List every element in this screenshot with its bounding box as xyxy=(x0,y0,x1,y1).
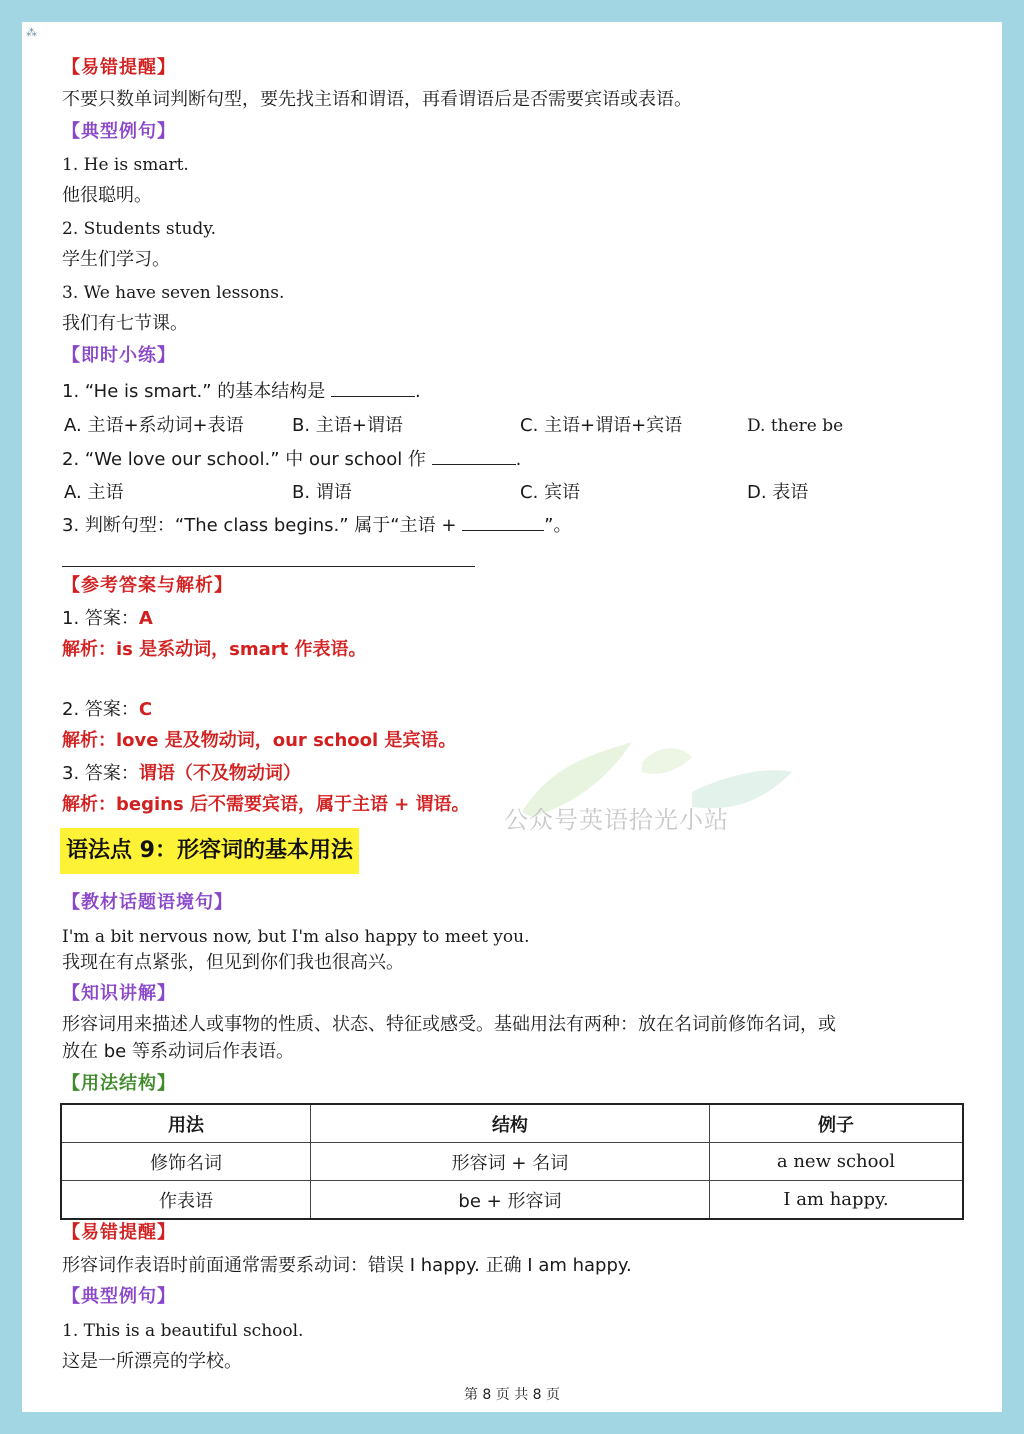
examples-heading: 【典型例句】 xyxy=(62,121,176,142)
question-3-text: 3. 判断句型：“The class begins.” 属于“主语 + xyxy=(62,515,457,536)
answer-line xyxy=(62,566,475,567)
example-en: 1. He is smart. xyxy=(62,155,189,175)
table-header: 例子 xyxy=(709,1104,963,1143)
table-cell: 修饰名词 xyxy=(61,1143,310,1181)
table-header-row xyxy=(61,1104,963,1143)
question-2-text: 2. “We love our school.” 中 our school 作 xyxy=(62,449,426,470)
answer-label: 1. 答案： xyxy=(62,608,139,629)
option-b: B. 谓语 xyxy=(292,482,352,503)
option-d: D. there be xyxy=(747,416,844,436)
option-c: C. 宾语 xyxy=(520,482,581,503)
answer-blank xyxy=(331,378,415,397)
question-1-text: 1. “He is smart.” 的基本结构是 xyxy=(62,381,326,402)
page-footer: 第 8 页 共 8 页 xyxy=(463,1387,561,1403)
option-a: A. 主语+系动词+表语 xyxy=(64,415,244,436)
context-zh: 我现在有点紧张，但见到你们我也很高兴。 xyxy=(62,952,404,973)
context-heading: 【教材话题语境句】 xyxy=(62,892,233,913)
usage-table xyxy=(60,1103,964,1220)
answer-blank xyxy=(462,512,544,531)
table-cell: a new school xyxy=(709,1143,963,1181)
analysis-2 xyxy=(62,729,456,753)
section-title: 语法点 9：形容词的基本用法 xyxy=(60,828,359,874)
practice-heading: 【即时小练】 xyxy=(62,345,176,366)
question-1-suffix: . xyxy=(415,381,421,402)
answer-1 xyxy=(62,607,153,631)
answer-label: 3. 答案： xyxy=(62,763,139,784)
analysis-1 xyxy=(62,638,367,662)
structure-heading: 【用法结构】 xyxy=(62,1073,176,1094)
example-en: 1. This is a beautiful school. xyxy=(62,1321,304,1341)
option-b: B. 主语+谓语 xyxy=(292,415,403,436)
table-cell: be + 形容词 xyxy=(310,1181,709,1220)
corner-mark: ⁂ xyxy=(26,26,37,39)
table-cell: 作表语 xyxy=(61,1181,310,1220)
analysis-label: 解析： xyxy=(62,730,116,751)
answers-heading: 【参考答案与解析】 xyxy=(62,575,233,596)
document-page xyxy=(22,22,1002,1412)
answer-3 xyxy=(62,762,301,786)
analysis-text: is 是系动词，smart 作表语。 xyxy=(116,639,367,660)
option-c: C. 主语+谓语+宾语 xyxy=(520,415,683,436)
answer-value: 谓语（不及物动词） xyxy=(138,763,301,784)
option-a: A. 主语 xyxy=(64,482,124,503)
tip-heading: 【易错提醒】 xyxy=(62,57,176,78)
knowledge-heading: 【知识讲解】 xyxy=(62,983,176,1004)
answer-label: 2. 答案： xyxy=(62,699,139,720)
answer-value: C xyxy=(138,699,153,720)
question-3-suffix: ”。 xyxy=(544,515,572,536)
table-header: 结构 xyxy=(310,1104,709,1143)
question-2-suffix: . xyxy=(515,449,522,470)
example-zh: 他很聪明。 xyxy=(62,185,152,206)
table-row xyxy=(61,1181,963,1220)
table-cell: 形容词 + 名词 xyxy=(310,1143,709,1181)
option-d: D. 表语 xyxy=(747,482,809,503)
examples-heading: 【典型例句】 xyxy=(62,1286,176,1307)
answer-value: A xyxy=(138,608,153,629)
tip-heading: 【易错提醒】 xyxy=(62,1222,176,1243)
table-row xyxy=(61,1143,963,1181)
knowledge-text: 放在 be 等系动词后作表语。 xyxy=(62,1041,294,1062)
question-2 xyxy=(62,446,521,472)
example-en: 2. Students study. xyxy=(62,219,217,239)
context-en: I'm a bit nervous now, but I'm also happy to meet you. xyxy=(62,927,530,947)
example-zh: 这是一所漂亮的学校。 xyxy=(62,1351,242,1372)
analysis-label: 解析： xyxy=(62,639,116,660)
table-cell: I am happy. xyxy=(709,1181,963,1220)
analysis-text: love 是及物动词，our school 是宾语。 xyxy=(116,730,457,751)
answer-2 xyxy=(62,698,152,722)
example-en: 3. We have seven lessons. xyxy=(62,283,285,303)
question-3 xyxy=(62,512,572,538)
analysis-text: begins 后不需要宾语，属于主语 + 谓语。 xyxy=(116,794,470,815)
analysis-label: 解析： xyxy=(62,794,116,815)
example-zh: 我们有七节课。 xyxy=(62,313,188,334)
table-header: 用法 xyxy=(61,1104,310,1143)
example-zh: 学生们学习。 xyxy=(62,249,170,270)
watermark-text: 公众号英语拾光小站 xyxy=(504,806,729,834)
analysis-3 xyxy=(62,793,470,817)
knowledge-text: 形容词用来描述人或事物的性质、状态、特征或感受。基础用法有两种：放在名词前修饰名词，或 xyxy=(62,1014,836,1035)
tip-text: 不要只数单词判断句型，要先找主语和谓语，再看谓语后是否需要宾语或表语。 xyxy=(62,89,692,110)
tip-text: 形容词作表语时前面通常需要系动词：错误 I happy. 正确 I am happy. xyxy=(62,1255,632,1276)
answer-blank xyxy=(432,446,516,465)
question-1 xyxy=(62,378,421,404)
